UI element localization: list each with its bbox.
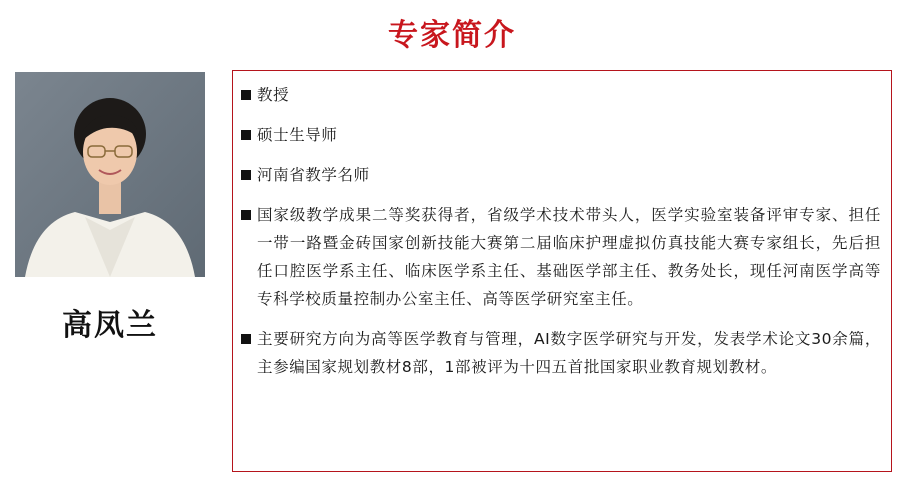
list-item (241, 201, 881, 313)
expert-name: 高凤兰 (62, 308, 158, 343)
list-item-text: 主要研究方向为高等医学教育与管理，AI数字医学研究与开发，发表学术论文30余篇，主参编国家规划教材8部，1部被评为十四五首批国家职业教育规划教材。 (257, 330, 881, 376)
list-item-text: 教授 (257, 86, 290, 104)
list-item-text: 国家级教学成果二等奖获得者，省级学术技术带头人，医学实验室装备评审专家、担任一带一路暨金砖国家创新技能大赛第二届临床护理虚拟仿真技能大赛专家组长，先后担任口腔医学系主任、临床医学系主任、基础医学部主任、教务处长，现任河南医学高等专科学校质量控制办公室主任、高等医学研究室主任。 (257, 206, 881, 308)
square-bullet-icon (241, 334, 251, 344)
square-bullet-icon (241, 130, 251, 140)
list-item (241, 121, 881, 149)
square-bullet-icon (241, 210, 251, 220)
list-item (241, 81, 881, 109)
square-bullet-icon (241, 90, 251, 100)
square-bullet-icon (241, 170, 251, 180)
list-item-text: 硕士生导师 (257, 126, 338, 144)
list-item-text: 河南省教学名师 (257, 166, 370, 184)
portrait-image (15, 72, 205, 277)
list-item (241, 161, 881, 189)
list-item (241, 325, 881, 381)
intro-card (232, 70, 892, 472)
page-title: 专家简介 (388, 18, 516, 53)
expert-photo (15, 72, 205, 277)
